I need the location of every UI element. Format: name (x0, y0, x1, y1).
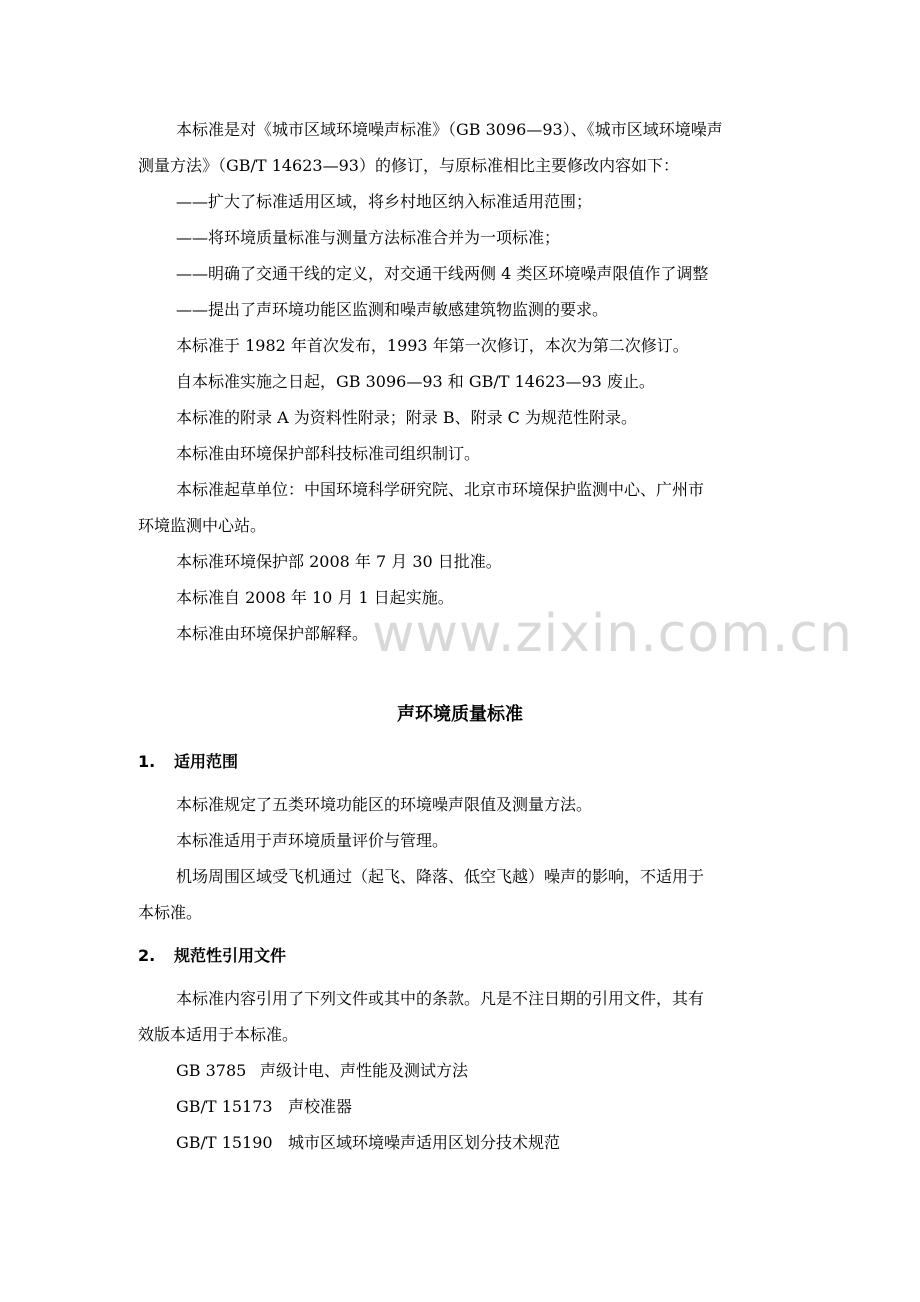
body-line: 机场周围区域受飞机通过（起飞、降落、低空飞越）噪声的影响，不适用于 (176, 867, 705, 886)
section-number: 1. (138, 752, 156, 771)
body-line: 本标准。 (138, 903, 203, 922)
section-heading-scope (138, 747, 238, 777)
reference-item (176, 1089, 352, 1125)
foreword-line: 本标准的附录 A 为资料性附录；附录 B、附录 C 为规范性附录。 (176, 408, 637, 427)
reference-item (176, 1125, 560, 1161)
foreword-line: 本标准环境保护部 2008 年 7 月 30 日批准。 (176, 552, 502, 571)
body-line: 效版本适用于本标准。 (138, 1025, 299, 1044)
reference-name: 声级计电、声性能及测试方法 (260, 1061, 469, 1080)
watermark: www.zixin.com.cn (372, 604, 853, 664)
reference-code: GB 3785 (176, 1061, 247, 1080)
foreword-line: 本标准是对《城市区域环境噪声标准》（GB 3096—93）、《城市区域环境噪声 (176, 120, 723, 139)
section-heading-references (138, 941, 286, 971)
reference-name: 声校准器 (288, 1097, 353, 1116)
body-line: 本标准内容引用了下列文件或其中的条款。凡是不注日期的引用文件，其有 (176, 989, 705, 1008)
section-number: 2. (138, 946, 156, 965)
foreword-line: ——将环境质量标准与测量方法标准合并为一项标准； (176, 228, 561, 247)
foreword-line: 本标准由环境保护部科技标准司组织制订。 (176, 444, 481, 463)
foreword-line: 自本标准实施之日起，GB 3096—93 和 GB/T 14623—93 废止。 (176, 372, 655, 391)
reference-name: 城市区域环境噪声适用区划分技术规范 (288, 1133, 561, 1152)
document-title: 声环境质量标准 (397, 704, 523, 725)
reference-code: GB/T 15173 (176, 1097, 273, 1116)
foreword-line: ——明确了交通干线的定义，对交通干线两侧 4 类区环境噪声限值作了调整 (176, 264, 709, 283)
body-line: 本标准适用于声环境质量评价与管理。 (176, 831, 449, 850)
section-title: 适用范围 (174, 752, 239, 771)
foreword-line: 环境监测中心站。 (138, 516, 267, 535)
body-line: 本标准规定了五类环境功能区的环境噪声限值及测量方法。 (176, 795, 593, 814)
foreword-line: 本标准起草单位：中国环境科学研究院、北京市环境保护监测中心、广州市 (176, 480, 705, 499)
section-title: 规范性引用文件 (174, 946, 287, 965)
reference-code: GB/T 15190 (176, 1133, 273, 1152)
foreword-line: 测量方法》（GB/T 14623—93）的修订，与原标准相比主要修改内容如下： (138, 156, 679, 175)
reference-item (176, 1053, 468, 1089)
foreword-line: 本标准由环境保护部解释。 (176, 624, 369, 643)
foreword-line: ——扩大了标准适用区域，将乡村地区纳入标准适用范围； (176, 192, 593, 211)
foreword-line: 本标准自 2008 年 10 月 1 日起实施。 (176, 588, 454, 607)
foreword-line: ——提出了声环境功能区监测和噪声敏感建筑物监测的要求。 (176, 300, 609, 319)
foreword-line: 本标准于 1982 年首次发布，1993 年第一次修订，本次为第二次修订。 (176, 336, 689, 355)
